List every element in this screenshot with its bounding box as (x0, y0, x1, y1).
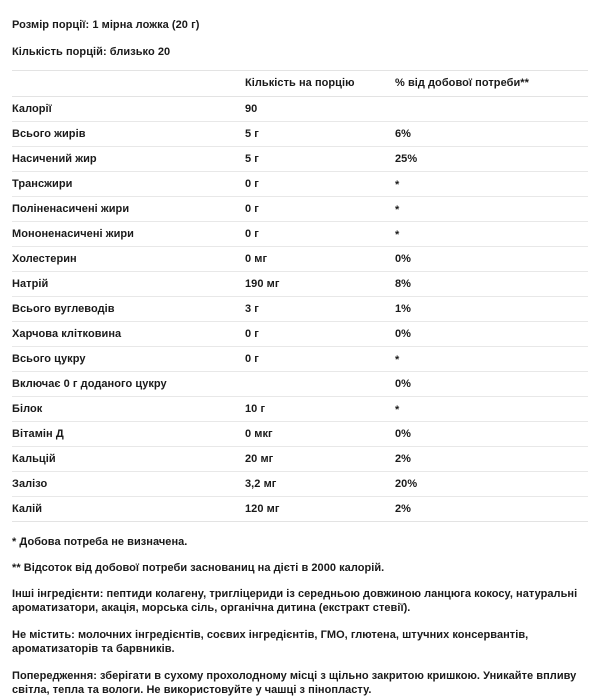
nutrient-label: Калорії (12, 97, 245, 122)
nutrient-daily-value: 0% (395, 247, 588, 272)
nutrient-label: Залізо (12, 472, 245, 497)
nutrient-daily-value: 2% (395, 447, 588, 472)
footnote-single-asterisk: * Добова потреба не визначена. (12, 536, 188, 548)
nutrient-daily-value: 20% (395, 472, 588, 497)
nutrient-amount (245, 372, 395, 397)
nutrient-amount: 0 г (245, 172, 395, 197)
nutrient-label: Холестерин (12, 247, 245, 272)
asterisk-mark: * (395, 203, 400, 216)
nutrient-daily-value: 25% (395, 147, 588, 172)
nutrient-label: Всього вуглеводів (12, 297, 245, 322)
table-row (12, 397, 588, 422)
nutrient-label: Включає 0 г доданого цукру (12, 372, 245, 397)
nutrient-label: Насичений жир (12, 147, 245, 172)
nutrient-amount: 5 г (245, 122, 395, 147)
nutrient-amount: 0 г (245, 322, 395, 347)
nutrient-amount: 10 г (245, 397, 395, 422)
asterisk-mark: * (395, 403, 400, 416)
warning-text: Попередження: зберігати в сухому прохолодному місці з щільно закритою кришкою. Уникайте впливу світла, тепла та вологи. Не використовуйте у чашці з пінопласту. (12, 670, 577, 696)
nutrient-label: Трансжири (12, 172, 245, 197)
nutrient-daily-value (395, 347, 588, 372)
asterisk-mark: * (395, 228, 400, 241)
servings-per-container-line: Кількість порцій: близько 20 (12, 46, 171, 58)
table-header (12, 71, 588, 97)
table-body (12, 97, 588, 522)
nutrient-amount: 120 мг (245, 497, 395, 522)
nutrient-amount: 5 г (245, 147, 395, 172)
nutrient-label: Всього цукру (12, 347, 245, 372)
nutrient-label: Харчова клітковина (12, 322, 245, 347)
nutrient-label: Білок (12, 397, 245, 422)
table-row (12, 322, 588, 347)
serving-size-line: Розмір порції: 1 мірна ложка (20 г) (12, 19, 200, 31)
table-row (12, 222, 588, 247)
nutrient-daily-value (395, 397, 588, 422)
nutrient-daily-value: 6% (395, 122, 588, 147)
other-ingredients-text: Інші інгредієнти: пептиди колагену, тригліцериди із середньою довжиною ланцюга кокосу, натуральні ароматизатори, акація, морська сіль, органічна дитина (екстракт стевії). (12, 588, 578, 614)
table-row (12, 447, 588, 472)
table-row (12, 147, 588, 172)
nutrient-daily-value (395, 97, 588, 122)
nutrient-daily-value (395, 197, 588, 222)
nutrient-amount: 0 мг (245, 247, 395, 272)
nutrient-amount: 3 г (245, 297, 395, 322)
nutrient-amount: 3,2 мг (245, 472, 395, 497)
table-row (12, 97, 588, 122)
table-row (12, 247, 588, 272)
nutrient-label: Всього жирів (12, 122, 245, 147)
table-row (12, 347, 588, 372)
table-row (12, 297, 588, 322)
nutrient-daily-value: 2% (395, 497, 588, 522)
nutrient-label: Калій (12, 497, 245, 522)
nutrient-daily-value (395, 222, 588, 247)
nutrient-amount: 0 мкг (245, 422, 395, 447)
nutrient-label: Натрій (12, 272, 245, 297)
nutrient-label: Поліненасичені жири (12, 197, 245, 222)
table-row (12, 497, 588, 522)
serving-info (12, 0, 588, 59)
header-amount-per-serving: Кількість на порцію (245, 71, 395, 97)
nutrient-daily-value: 0% (395, 372, 588, 397)
table-row (12, 122, 588, 147)
nutrient-label: Вітамін Д (12, 422, 245, 447)
table-row (12, 272, 588, 297)
nutrient-amount: 90 (245, 97, 395, 122)
nutrient-daily-value: 8% (395, 272, 588, 297)
table-row (12, 472, 588, 497)
nutrient-daily-value: 1% (395, 297, 588, 322)
nutrient-daily-value: 0% (395, 322, 588, 347)
nutrient-amount: 190 мг (245, 272, 395, 297)
header-row (12, 71, 588, 97)
table-row (12, 172, 588, 197)
nutrient-label: Мононенасичені жири (12, 222, 245, 247)
table-row (12, 372, 588, 397)
footnotes-section (12, 522, 588, 697)
nutrition-facts-table (12, 70, 588, 522)
table-row (12, 422, 588, 447)
nutrient-label: Кальцій (12, 447, 245, 472)
free-from-text: Не містить: молочних інгредієнтів, соєвих інгредієнтів, ГМО, глютена, штучних консервантів, ароматизаторів та барвників. (12, 629, 529, 655)
nutrient-daily-value: 0% (395, 422, 588, 447)
asterisk-mark: * (395, 178, 400, 191)
nutrient-amount: 0 г (245, 197, 395, 222)
footnote-double-asterisk: ** Відсоток від добової потреби заснованиц на дієті в 2000 калорій. (12, 562, 385, 574)
nutrient-amount: 0 г (245, 222, 395, 247)
table-row (12, 197, 588, 222)
header-daily-value: % від добової потреби** (395, 71, 588, 97)
nutrient-daily-value (395, 172, 588, 197)
asterisk-mark: * (395, 353, 400, 366)
nutrient-amount: 20 мг (245, 447, 395, 472)
header-nutrient (12, 71, 245, 97)
nutrient-amount: 0 г (245, 347, 395, 372)
